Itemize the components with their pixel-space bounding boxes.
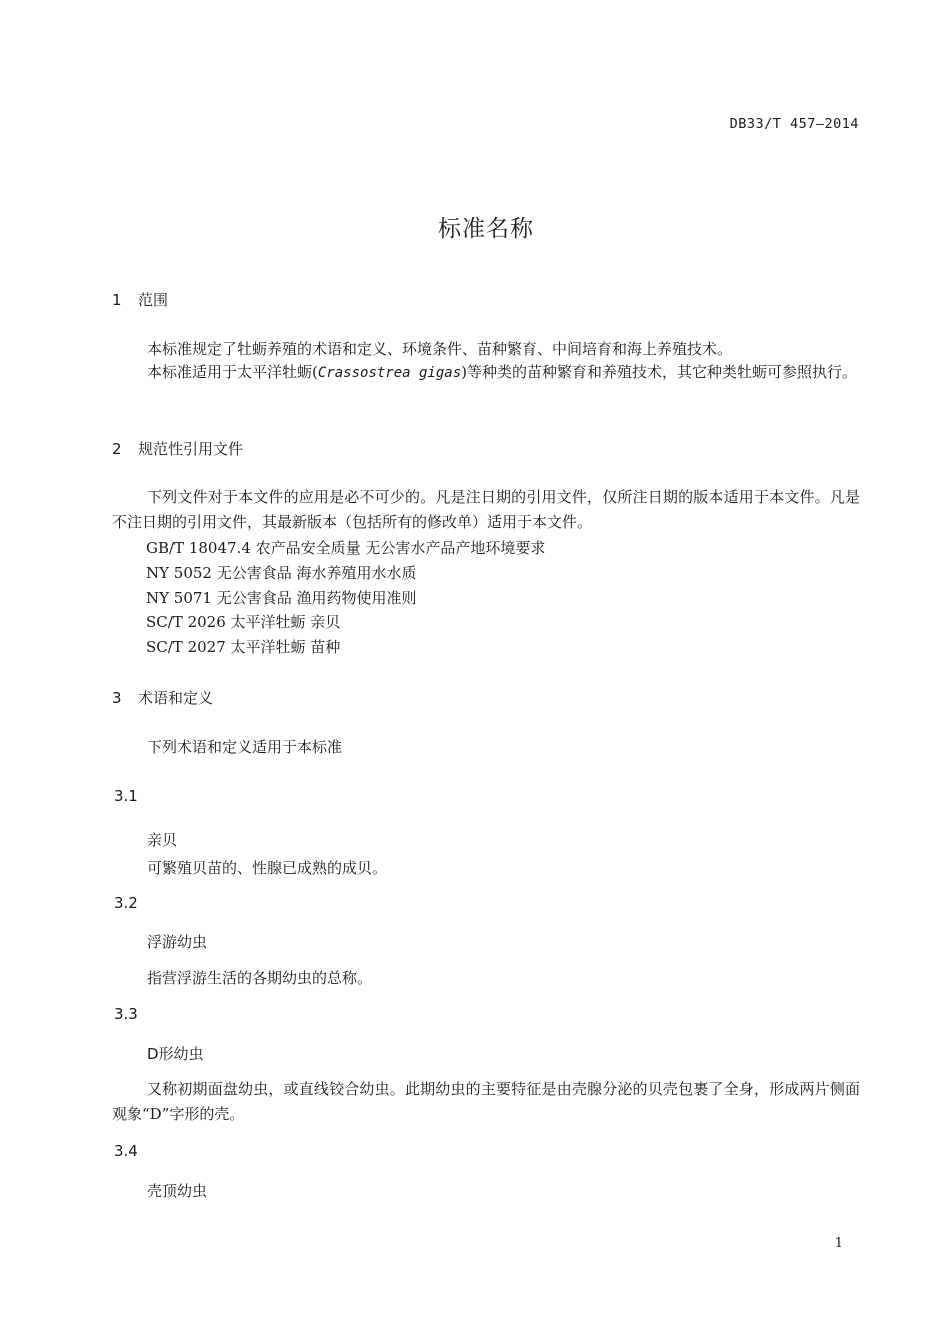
reference-item: NY 5071 无公害食品 渔用药物使用准则 bbox=[146, 589, 417, 607]
section-number: 1 bbox=[112, 291, 122, 309]
section-number: 3 bbox=[112, 689, 122, 707]
section-1-heading bbox=[112, 289, 168, 310]
scope-text-before: 本标准适用于太平洋牡蛎( bbox=[147, 363, 318, 381]
term-name: D形幼虫 bbox=[147, 1045, 204, 1063]
term-name: 亲贝 bbox=[147, 831, 178, 849]
section-3-heading bbox=[112, 687, 213, 708]
section-2-heading bbox=[112, 438, 243, 459]
reference-item: GB/T 18047.4 农产品安全质量 无公害水产品产地环境要求 bbox=[146, 539, 546, 557]
section-title: 范围 bbox=[138, 291, 169, 309]
document-code: DB33/T 457—2014 bbox=[729, 116, 859, 132]
term-definition: 又称初期面盘幼虫，或直线铰合幼虫。此期幼虫的主要特征是由壳腺分泌的贝壳包裹了全身，形成两片侧面观象“D”字形的壳。 bbox=[112, 1080, 860, 1123]
term-number: 3.3 bbox=[114, 1005, 138, 1023]
term-number: 3.1 bbox=[114, 787, 138, 805]
reference-item: SC/T 2027 太平洋牡蛎 苗种 bbox=[146, 638, 341, 656]
term-name: 浮游幼虫 bbox=[147, 933, 208, 951]
terms-intro: 下列术语和定义适用于本标准 bbox=[147, 738, 343, 756]
reference-item: SC/T 2026 太平洋牡蛎 亲贝 bbox=[146, 613, 341, 631]
scope-paragraph-1: 本标准规定了牡蛎养殖的术语和定义、环境条件、苗种繁育、中间培育和海上养殖技术。 bbox=[147, 340, 733, 358]
term-number: 3.2 bbox=[114, 894, 138, 912]
references-intro: 下列文件对于本文件的应用是必不可少的。凡是注日期的引用文件，仅所注日期的版本适用于本文件。凡是不注日期的引用文件，其最新版本（包括所有的修改单）适用于本文件。 bbox=[112, 488, 860, 531]
term-name: 壳顶幼虫 bbox=[147, 1182, 208, 1200]
scope-text-after: )等种类的苗种繁育和养殖技术，其它种类牡蛎可参照执行。 bbox=[461, 363, 858, 381]
section-title: 规范性引用文件 bbox=[138, 440, 244, 458]
species-latin-name: Crassostrea gigas bbox=[317, 365, 462, 381]
page-title: 标准名称 bbox=[438, 216, 534, 242]
page-number: 1 bbox=[834, 1236, 843, 1251]
section-number: 2 bbox=[112, 440, 122, 458]
reference-item: NY 5052 无公害食品 海水养殖用水水质 bbox=[146, 564, 417, 582]
term-definition: 可繁殖贝苗的、性腺已成熟的成贝。 bbox=[147, 859, 388, 877]
scope-paragraph-2 bbox=[112, 360, 860, 386]
term-number: 3.4 bbox=[114, 1142, 138, 1160]
term-definition: 指营浮游生活的各期幼虫的总称。 bbox=[147, 969, 373, 987]
section-title: 术语和定义 bbox=[138, 689, 214, 707]
